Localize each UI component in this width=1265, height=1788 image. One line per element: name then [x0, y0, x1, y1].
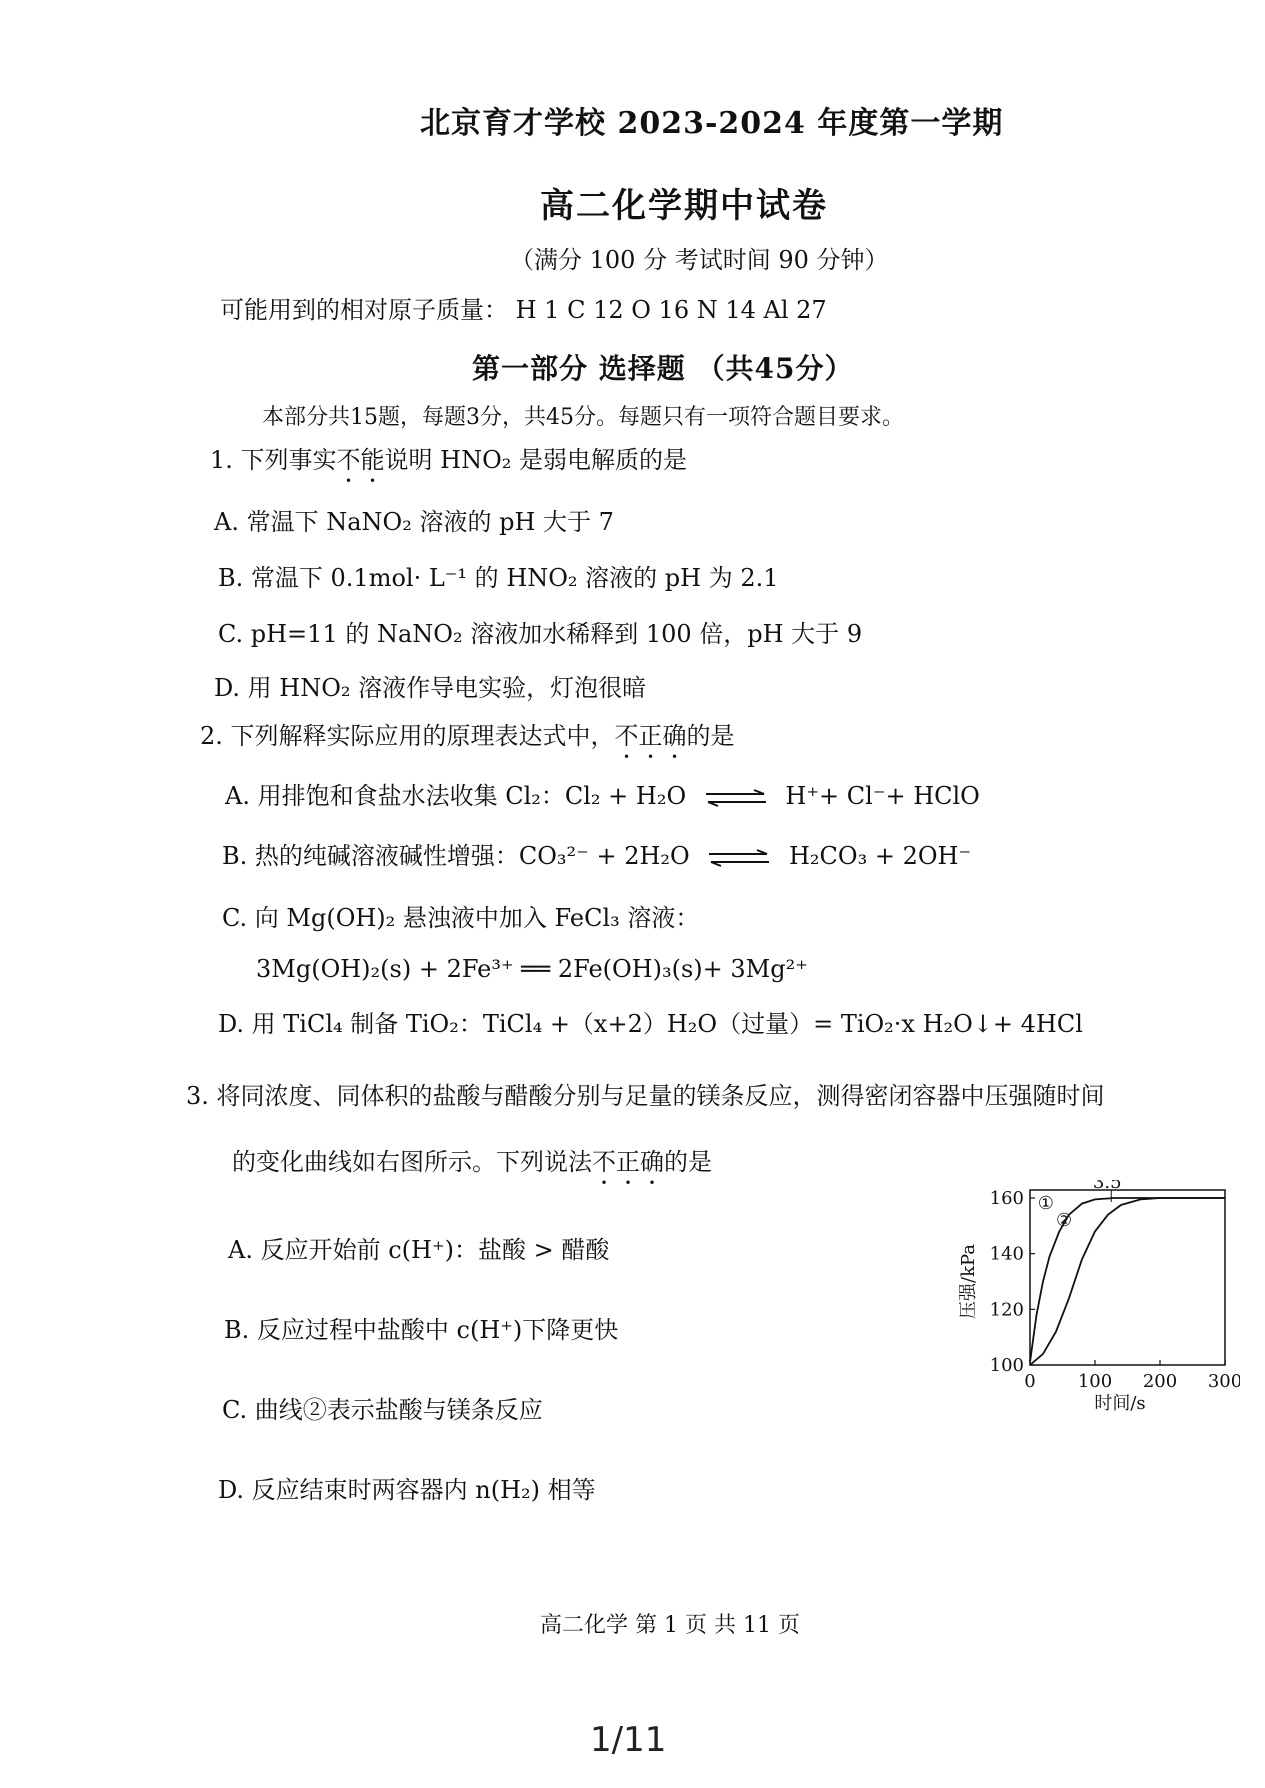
q1-stem-prefix: 1. 下列事实: [210, 446, 337, 474]
exam-title: 高二化学期中试卷: [540, 186, 828, 226]
q1-option-b: B. 常温下 0.1mol· L⁻¹ 的 HNO₂ 溶液的 pH 为 2.1: [218, 564, 779, 592]
x-tick-label: 0: [1024, 1371, 1036, 1392]
section-title: 第一部分 选择题 （共45分）: [472, 352, 854, 385]
annotation-label: 3.5: [1092, 1180, 1122, 1193]
q2-stem-emphasis: 不正确: [614, 722, 687, 750]
equilibrium-arrow-icon: [704, 789, 768, 807]
q3-option-a: A. 反应开始前 c(H⁺)：盐酸 > 醋酸: [228, 1236, 610, 1264]
atomic-masses: 可能用到的相对原子质量： H 1 C 12 O 16 N 14 Al 27: [220, 296, 827, 324]
q3-stem-suffix: 的是: [664, 1148, 712, 1176]
q1-option-d: D. 用 HNO₂ 溶液作导电实验，灯泡很暗: [214, 674, 647, 702]
q3-stem-emphasis: 不正确: [592, 1148, 664, 1176]
x-tick-label: 100: [1077, 1371, 1113, 1392]
q1-stem: [210, 440, 687, 488]
q2-stem: [200, 716, 735, 764]
q2-option-c-equation: 3Mg(OH)₂(s) + 2Fe³⁺ ══ 2Fe(OH)₃(s)+ 3Mg²⁺: [256, 955, 808, 983]
q3-stem-prefix: 的变化曲线如右图所示。下列说法: [232, 1148, 592, 1176]
q2-b-right: H₂CO₃ + 2OH⁻: [789, 842, 972, 870]
q2-a-right: H⁺+ Cl⁻+ HClO: [785, 782, 980, 810]
equilibrium-arrow-icon: [707, 849, 771, 867]
school-term-title: 北京育才学校 2023-2024 年度第一学期: [420, 106, 1004, 141]
y-tick-label: 120: [989, 1299, 1024, 1321]
page-info: 高二化学 第 1 页 共 11 页: [540, 1613, 800, 1638]
section-instructions: 本部分共15题，每题3分，共45分。每题只有一项符合题目要求。: [262, 405, 904, 430]
q2-option-c: C. 向 Mg(OH)₂ 悬浊液中加入 FeCl₃ 溶液：: [222, 904, 700, 932]
q1-stem-emphasis: 不能: [336, 446, 385, 474]
x-axis-label: 时间/s: [1094, 1393, 1146, 1414]
q2-option-a: [225, 776, 980, 811]
page-counter: 1/11: [590, 1720, 667, 1760]
y-tick-label: 100: [989, 1355, 1024, 1376]
q3-stem-line1: 3. 将同浓度、同体积的盐酸与醋酸分别与足量的镁条反应，测得密闭容器中压强随时间: [186, 1082, 1105, 1110]
x-tick-label: 300: [1207, 1371, 1240, 1392]
q2-b-left: B. 热的纯碱溶液碱性增强：CO₃²⁻ + 2H₂O: [222, 842, 690, 870]
q2-stem-prefix: 2. 下列解释实际应用的原理表达式中，: [200, 722, 615, 750]
q2-stem-suffix: 的是: [686, 722, 735, 750]
q3-option-c: C. 曲线②表示盐酸与镁条反应: [222, 1396, 543, 1424]
q1-stem-suffix: 说明 HNO₂ 是弱电解质的是: [384, 446, 688, 474]
y-tick-label: 140: [989, 1243, 1024, 1265]
series-label-1: ①: [1037, 1193, 1054, 1215]
pressure-time-chart: [950, 1180, 1240, 1420]
series-label-2: ②: [1056, 1209, 1073, 1231]
q3-stem-line2: [232, 1142, 712, 1190]
pressure-time-chart-svg: [950, 1180, 1240, 1420]
q3-option-d: D. 反应结束时两容器内 n(H₂) 相等: [218, 1476, 596, 1504]
q2-option-d: D. 用 TiCl₄ 制备 TiO₂：TiCl₄ +（x+2）H₂O（过量）= TiO₂·x H₂O↓+ 4HCl: [218, 1010, 1083, 1038]
y-axis-label: 压强/kPa: [958, 1243, 979, 1320]
score-time: （满分 100 分 考试时间 90 分钟）: [510, 246, 889, 274]
y-tick-label: 160: [989, 1188, 1024, 1209]
q2-option-b: [222, 836, 971, 871]
q2-a-left: A. 用排饱和食盐水法收集 Cl₂：Cl₂ + H₂O: [225, 782, 687, 810]
q1-option-a: A. 常温下 NaNO₂ 溶液的 pH 大于 7: [214, 508, 614, 536]
q3-option-b: B. 反应过程中盐酸中 c(H⁺)下降更快: [224, 1316, 619, 1344]
x-tick-label: 200: [1142, 1371, 1178, 1392]
q1-option-c: C. pH=11 的 NaNO₂ 溶液加水稀释到 100 倍，pH 大于 9: [218, 620, 863, 648]
